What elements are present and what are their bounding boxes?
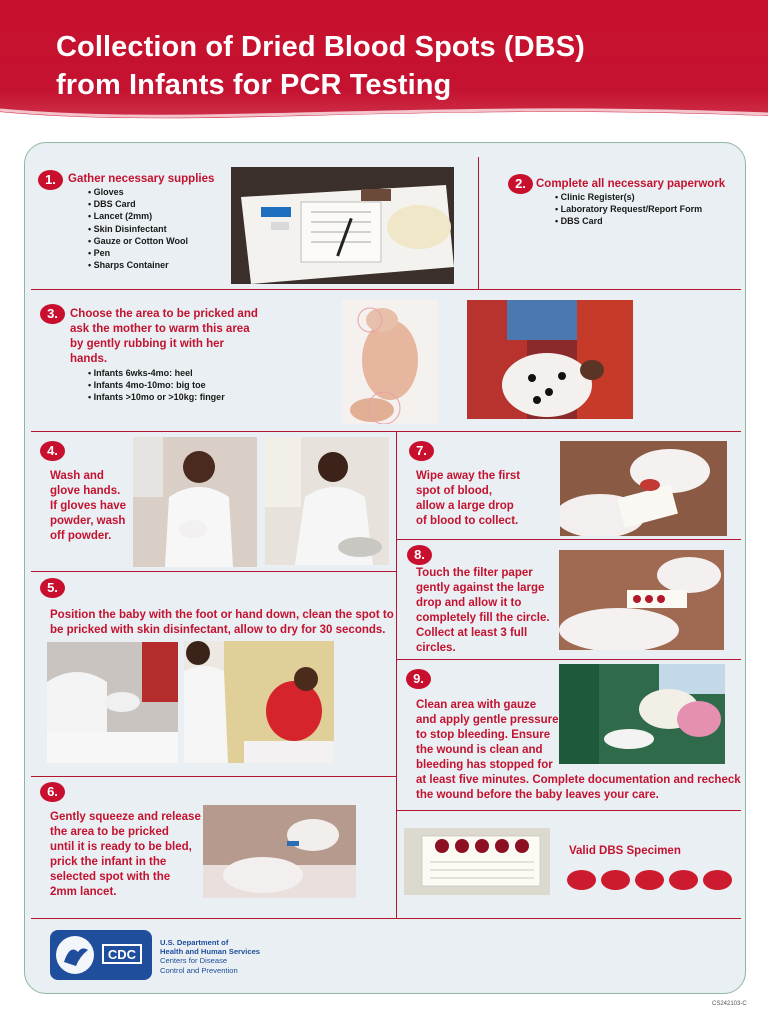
list-item: • Skin Disinfectant xyxy=(88,223,188,235)
text-line: selected spot with the xyxy=(50,871,171,883)
step-2-list xyxy=(555,191,702,228)
step-9-badge: 9. xyxy=(406,669,431,689)
header-wave xyxy=(0,100,768,140)
supplies-photo xyxy=(231,167,454,284)
position-baby-photo-2 xyxy=(184,641,334,763)
hhs-cdc-logo xyxy=(50,930,152,980)
step-4-text xyxy=(50,469,126,544)
divider xyxy=(31,571,396,572)
gauze-photo xyxy=(559,664,725,764)
agency-name xyxy=(160,938,260,975)
blood-spot-5 xyxy=(703,870,732,890)
text-line: prick the infant in the xyxy=(50,856,167,868)
text-line: bleeding has stopped for xyxy=(416,759,553,771)
step-5-text xyxy=(50,608,394,638)
text-line: hands. xyxy=(70,353,108,365)
divider xyxy=(396,810,741,811)
divider xyxy=(31,289,741,290)
divider xyxy=(31,918,741,919)
step-1-title: Gather necessary supplies xyxy=(68,173,215,185)
text-line: at least five minutes. Complete documentation and recheck xyxy=(416,774,741,786)
agency-line: Health and Human Services xyxy=(160,947,261,957)
text-line: and apply gentle pressure xyxy=(416,714,559,726)
text-line: Touch the filter paper xyxy=(416,567,533,579)
text-line: Wipe away the first xyxy=(416,470,521,482)
divider xyxy=(396,431,397,919)
text-line: ask the mother to warm this area xyxy=(70,323,250,335)
text-line: be pricked with skin disinfectant, allow to dry for 30 seconds. xyxy=(50,624,386,636)
text-line: off powder. xyxy=(50,530,112,542)
agency-line: Control and Prevention xyxy=(160,965,238,975)
text-line: powder, wash xyxy=(50,515,126,527)
text-line: Wash and xyxy=(50,470,104,482)
step-2-badge: 2. xyxy=(508,174,533,194)
washing-hands-photo xyxy=(265,437,389,565)
agency-line: Centers for Disease xyxy=(160,956,228,966)
step-1-list xyxy=(88,186,188,271)
position-baby-photo-1 xyxy=(47,642,178,763)
divider xyxy=(31,431,741,432)
wipe-blood-photo xyxy=(560,441,727,536)
list-item: • Lancet (2mm) xyxy=(88,210,188,222)
prick-lancet-photo xyxy=(203,805,356,898)
list-item: • Infants 6wks-4mo: heel xyxy=(88,367,225,379)
blood-spot-3 xyxy=(635,870,664,890)
list-item: • Infants 4mo-10mo: big toe xyxy=(88,379,225,391)
page-title xyxy=(56,28,585,104)
list-item: • Clinic Register(s) xyxy=(555,191,702,203)
text-line: Position the baby with the foot or hand down, clean the spot to xyxy=(50,609,394,621)
step-1-badge: 1. xyxy=(38,170,63,190)
step-3-badge: 3. xyxy=(40,304,65,324)
document-code: CS242103-C xyxy=(712,1001,747,1007)
list-item: • Laboratory Request/Report Form xyxy=(555,203,702,215)
text-line: drop and allow it to xyxy=(416,597,522,609)
divider xyxy=(396,659,741,660)
text-line: the wound before the baby leaves your care. xyxy=(416,789,659,801)
text-line: to stop bleeding. Ensure xyxy=(416,729,551,741)
step-7-badge: 7. xyxy=(409,441,434,461)
filter-paper-photo xyxy=(559,550,724,650)
blood-spot-2 xyxy=(601,870,630,890)
step-4-badge: 4. xyxy=(40,441,65,461)
divider xyxy=(478,157,479,289)
text-line: allow a large drop xyxy=(416,500,514,512)
text-line: Choose the area to be pricked and xyxy=(70,308,258,320)
divider xyxy=(396,539,741,540)
text-line: by gently rubbing it with her xyxy=(70,338,224,350)
cdc-logo-text: CDC xyxy=(107,947,137,962)
list-item: • DBS Card xyxy=(555,215,702,227)
glove-hands-photo xyxy=(133,437,257,567)
step-7-text xyxy=(416,469,520,529)
text-line: completely fill the circle. xyxy=(416,612,550,624)
text-line: Clean area with gauze xyxy=(416,699,537,711)
agency-line: U.S. Department of xyxy=(160,938,229,947)
step-6-text xyxy=(50,810,201,900)
step-3-text xyxy=(70,307,258,367)
list-item: • Infants >10mo or >10kg: finger xyxy=(88,391,225,403)
text-line: spot of blood, xyxy=(416,485,493,497)
text-line: gently against the large xyxy=(416,582,545,594)
title-line-2: from Infants for PCR Testing xyxy=(56,69,452,101)
text-line: glove hands. xyxy=(50,485,121,497)
text-line: Collect at least 3 full xyxy=(416,627,528,639)
dbs-card-photo xyxy=(404,828,550,895)
hhs-eagle-icon xyxy=(50,930,152,980)
text-line: If gloves have xyxy=(50,500,127,512)
divider xyxy=(31,776,396,777)
text-line: Gently squeeze and release xyxy=(50,811,201,823)
blood-spot-1 xyxy=(567,870,596,890)
step-6-badge: 6. xyxy=(40,782,65,802)
list-item: • Gloves xyxy=(88,186,188,198)
text-line: circles. xyxy=(416,642,456,654)
text-line: 2mm lancet. xyxy=(50,886,117,898)
step-2-title: Complete all necessary paperwork xyxy=(536,178,726,190)
blood-spot-4 xyxy=(669,870,698,890)
text-line: the wound is clean and xyxy=(416,744,543,756)
list-item: • DBS Card xyxy=(88,198,188,210)
step-5-badge: 5. xyxy=(40,578,65,598)
text-line: until it is ready to be bled, xyxy=(50,841,192,853)
list-item: • Pen xyxy=(88,247,188,259)
text-line: the area to be pricked xyxy=(50,826,169,838)
list-item: • Sharps Container xyxy=(88,259,188,271)
step-3-list xyxy=(88,367,225,404)
step-8-badge: 8. xyxy=(407,545,432,565)
text-line: of blood to collect. xyxy=(416,515,519,527)
valid-dbs-label: Valid DBS Specimen xyxy=(569,845,681,857)
heel-photo xyxy=(342,300,438,424)
step-8-text xyxy=(416,566,550,656)
title-line-1: Collection of Dried Blood Spots (DBS) xyxy=(56,31,585,63)
list-item: • Gauze or Cotton Wool xyxy=(88,235,188,247)
mother-baby-photo xyxy=(467,300,633,419)
